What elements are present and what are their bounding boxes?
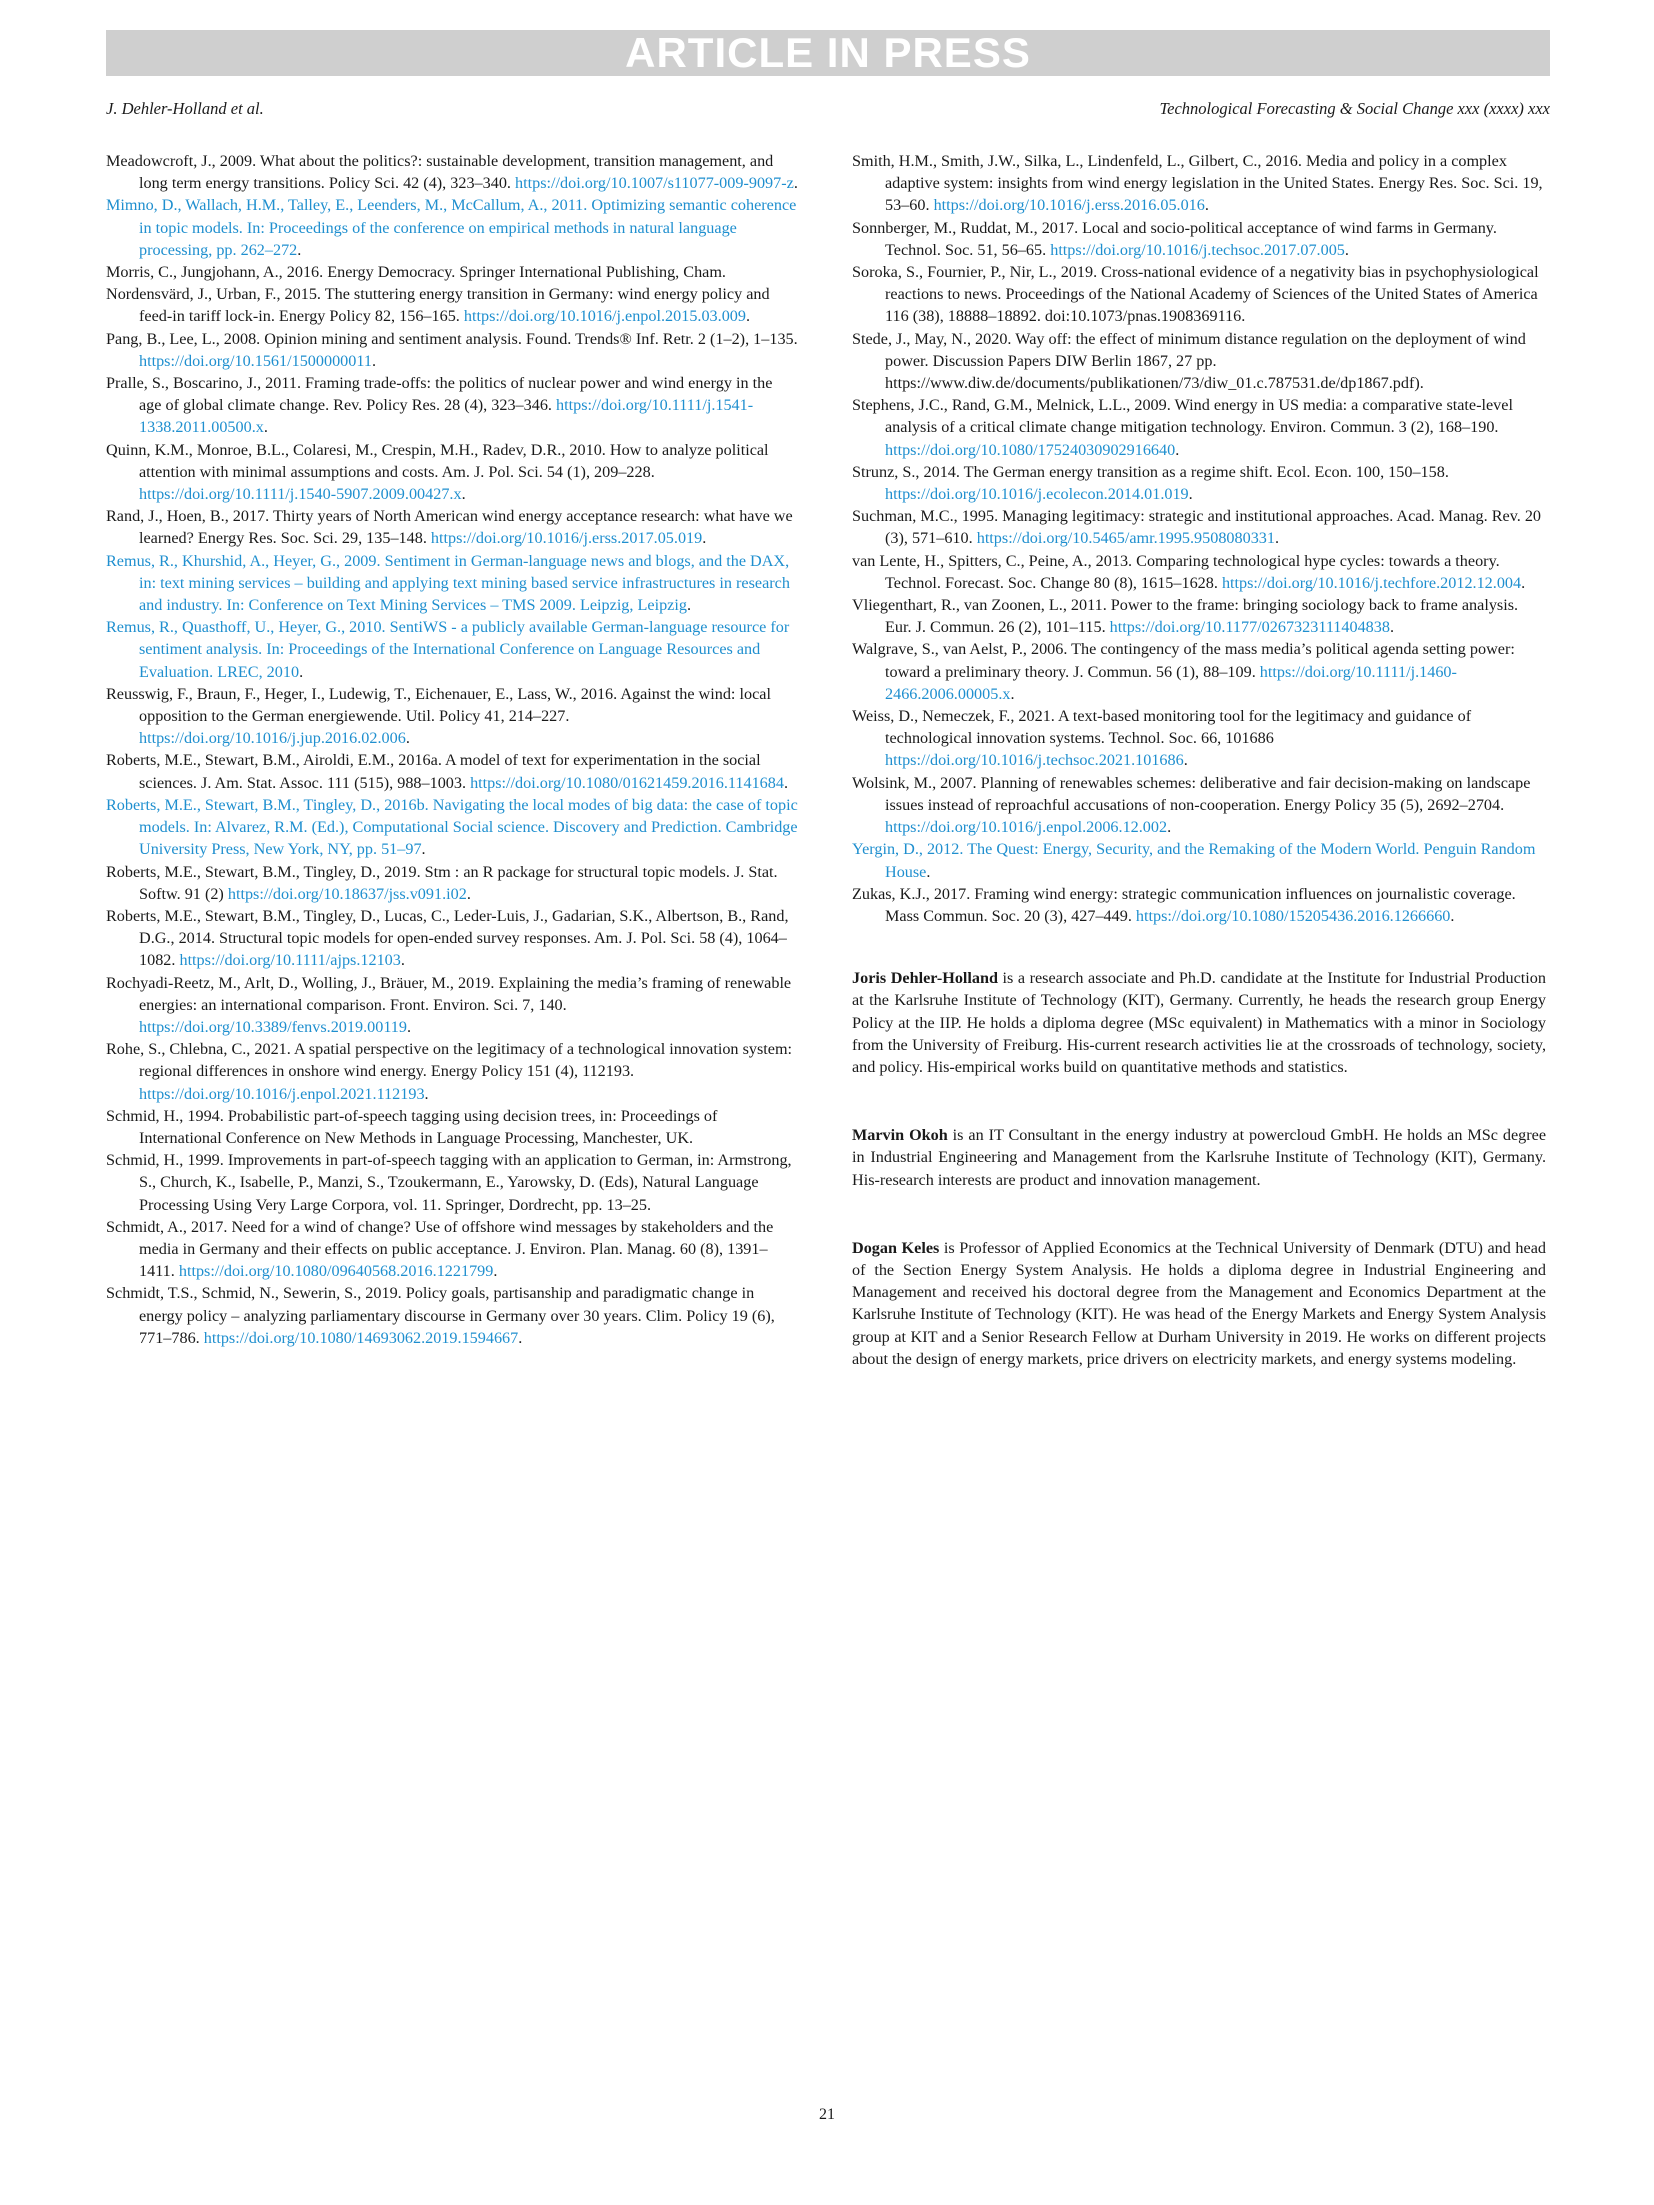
reference-item <box>106 616 798 683</box>
author-bio <box>852 1124 1546 1191</box>
author-biographies <box>852 967 1546 1370</box>
reference-text: Soroka, S., Fournier, P., Nir, L., 2019. Cross-national evidence of a negativity bias in psychophysiological reactions to news. Proceedings of the National Academy of Sciences of the United States of America 116 (38), 18888–18892. doi:10.1073/pnas.1908369116. <box>852 263 1539 326</box>
reference-item <box>106 861 798 905</box>
reference-item <box>852 550 1546 594</box>
reference-item <box>106 372 798 439</box>
reference-link[interactable]: https://doi.org/10.1080/09640568.2016.1221799 <box>178 1262 494 1281</box>
reference-end-punct: . <box>1275 529 1280 548</box>
author-name: Marvin Okoh <box>852 1126 948 1145</box>
reference-end-punct: . <box>926 862 931 881</box>
reference-link[interactable]: Remus, R., Khurshid, A., Heyer, G., 2009. Sentiment in German-language news and blogs, and the DAX, in: text mining services – building and applying text mining based service infrastructures in research and industry. In: Conference on Text Mining Services – TMS 2009. Leipzig, Leipzig <box>106 551 790 615</box>
reference-end-punct: . <box>1175 440 1180 459</box>
reference-link[interactable]: https://doi.org/10.1177/0267323111404838 <box>1109 618 1390 637</box>
author-bio-text: is an IT Consultant in the energy industry at powercloud GmbH. He holds an MSc degree in Industrial Engineering and Management from the Karlsruhe Institute of Technology (KIT), Germany. His-research interests are product and innovation management. <box>852 1126 1546 1189</box>
reference-item <box>106 683 798 750</box>
reference-end-punct: . <box>1010 684 1015 703</box>
reference-link[interactable]: Remus, R., Quasthoff, U., Heyer, G., 2010. SentiWS - a publicly available German-language resource for sentiment analysis. In: Proceedings of the International Conference on Language Resources and Evaluation. LREC, 2010 <box>106 618 790 681</box>
reference-link[interactable]: https://doi.org/10.1007/s11077-009-9097-z <box>515 174 794 193</box>
reference-end-punct: . <box>371 351 376 370</box>
reference-link[interactable]: https://doi.org/10.1016/j.jup.2016.02.006 <box>139 729 406 748</box>
reference-text: Suchman, M.C., 1995. Managing legitimacy: strategic and institutional approaches. Acad. Manag. Rev. 20 (3), 571–610. <box>852 507 1542 548</box>
reference-item <box>106 1282 798 1349</box>
reference-end-punct: . <box>1389 618 1395 637</box>
reference-text: Rand, J., Hoen, B., 2017. Thirty years of North American wind energy acceptance research: what have we learned? Energy Res. Soc. Sci. 29, 135–148. <box>106 507 793 548</box>
reference-end-punct: . <box>1167 818 1172 837</box>
reference-link[interactable]: https://doi.org/10.1111/j.1460-2466.2006.00005.x <box>885 662 1457 703</box>
reference-link[interactable]: Roberts, M.E., Stewart, B.M., Tingley, D., 2016b. Navigating the local modes of big data: the case of topic models. In: Alvarez, R.M. (Ed.), Computational Social science. Discovery and Prediction. Cambridge University Press, New York, NY, pp. 51–97 <box>106 795 798 859</box>
reference-text: Sonnberger, M., Ruddat, M., 2017. Local and socio-political acceptance of wind farms in Germany. Technol. Soc. 51, 56–65. <box>852 218 1497 259</box>
reference-link[interactable]: https://doi.org/10.1561/1500000011 <box>139 351 372 370</box>
reference-link[interactable]: https://doi.org/10.1111/ajps.12103 <box>179 951 401 970</box>
reference-item <box>852 705 1546 772</box>
reference-link[interactable]: https://doi.org/10.1016/j.erss.2016.05.016 <box>933 196 1205 215</box>
reference-text: Schmid, H., 1994. Probabilistic part-of-speech tagging using decision trees, in: Proceedings of International Conference on New Methods in Language Processing, Manchester, UK. <box>106 1106 718 1147</box>
reference-link[interactable]: https://doi.org/10.1016/j.enpol.2015.03.009 <box>463 307 746 326</box>
reference-end-punct: . <box>400 951 405 970</box>
reference-item <box>852 328 1546 395</box>
reference-end-punct: . <box>702 529 707 548</box>
reference-text: Rohe, S., Chlebna, C., 2021. A spatial perspective on the legitimacy of a technological innovation system: regional differences in onshore wind energy. Energy Policy 151 (4), 112193. <box>106 1040 793 1081</box>
author-bio-text: is a research associate and Ph.D. candidate at the Institute for Industrial Production at the Karlsruhe Institute of Technology (KIT), Germany. Currently, he heads the research group Energy Policy at the IIP. He holds a diploma degree (MSc equivalent) in Mathematics with a minor in Sociology from the University of Freiburg. His-current research activities lie at the crossroads of technology, society, and policy. His-empirical works build on quantitative methods and statistics. <box>852 969 1546 1076</box>
running-header-journal: Technological Forecasting & Social Change xxx (xxxx) xxx <box>1159 99 1550 118</box>
reference-link[interactable]: https://doi.org/10.1016/j.techfore.2012.12.004 <box>1221 573 1522 592</box>
reference-item <box>852 261 1546 328</box>
reference-end-punct: . <box>424 1084 429 1103</box>
reference-item <box>852 638 1546 705</box>
reference-item <box>852 883 1546 927</box>
reference-item <box>852 772 1546 839</box>
reference-link[interactable]: https://doi.org/10.1016/j.ecolecon.2014.01.019 <box>885 485 1189 504</box>
reference-text: Schmidt, T.S., Schmid, N., Sewerin, S., 2019. Policy goals, partisanship and paradigmatic change in energy policy – analyzing parliamentary discourse in Germany over 30 years. Clim. Policy 19 (6), 771–786. <box>106 1284 775 1347</box>
references-right-list <box>852 150 1546 927</box>
reference-end-punct: . <box>461 485 466 504</box>
reference-link[interactable]: https://doi.org/10.1016/j.techsoc.2021.101686 <box>885 751 1184 770</box>
reference-item <box>852 594 1546 638</box>
reference-item <box>852 150 1546 217</box>
reference-link[interactable]: Yergin, D., 2012. The Quest: Energy, Security, and the Remaking of the Modern World. Penguin Random House <box>852 840 1536 881</box>
reference-text: Morris, C., Jungjohann, A., 2016. Energy Democracy. Springer International Publishing, Cham. <box>106 263 726 282</box>
reference-text: Quinn, K.M., Monroe, B.L., Colaresi, M., Crespin, M.H., Radev, D.R., 2010. How to analyze political attention with minimal assumptions and costs. Am. J. Pol. Sci. 54 (1), 209–228. <box>106 440 769 481</box>
reference-link[interactable]: https://doi.org/10.1080/01621459.2016.1141684 <box>470 773 784 792</box>
reference-text: Stede, J., May, N., 2020. Way off: the effect of minimum distance regulation on the deployment of wind power. Discussion Papers DIW Berlin 1867, 27 pp. https://www.diw.de/documents/publikationen/73/diw_01.c.787531.de/dp1867.pdf). <box>852 329 1526 393</box>
reference-item <box>106 1105 798 1149</box>
reference-item <box>106 749 798 793</box>
reference-end-punct: . <box>1188 485 1193 504</box>
reference-link[interactable]: https://doi.org/10.1080/17524030902916640 <box>885 440 1176 459</box>
reference-text: Pang, B., Lee, L., 2008. Opinion mining and sentiment analysis. Found. Trends® Inf. Retr. 2 (1–2), 1–135. <box>106 329 798 348</box>
author-bio-text: is Professor of Applied Economics at the Technical University of Denmark (DTU) and head of the Section Energy System Analysis. He holds a diploma degree in Industrial Engineering and Management and received his doctoral degree from the Management and Economics Department at the Karlsruhe Institute of Technology (KIT). He was head of the Energy Markets and Energy System Analysis group at KIT and a Senior Research Fellow at Durham University in 2019. He works on different projects about the design of energy markets, price drivers on electricity markets, and energy systems modeling. <box>852 1238 1546 1368</box>
reference-text: Reusswig, F., Braun, F., Heger, I., Ludewig, T., Eichenauer, E., Lass, W., 2016. Against the wind: local opposition to the German energiewende. Util. Policy 41, 214–227. <box>106 684 771 726</box>
reference-item <box>106 328 798 372</box>
reference-end-punct: . <box>466 884 471 903</box>
reference-item <box>106 194 798 261</box>
reference-end-punct: . <box>745 307 751 326</box>
reference-end-punct: . <box>1521 573 1526 592</box>
reference-text: Roberts, M.E., Stewart, B.M., Tingley, D., 2019. Stm : an R package for structural topic models. J. Stat. Softw. 91 (2) <box>106 862 778 903</box>
reference-text: Roberts, M.E., Stewart, B.M., Tingley, D., Lucas, C., Leder-Luis, J., Gadarian, S.K., Albertson, B., Rand, D.G., 2014. Structural topic models for open-ended survey responses. Am. J. Pol. Sci. 58 (4), 1064–1082. <box>106 906 789 970</box>
reference-end-punct: . <box>1450 906 1455 925</box>
reference-end-punct: . <box>518 1328 523 1347</box>
reference-link[interactable]: https://doi.org/10.1016/j.techsoc.2017.07.005 <box>1050 240 1345 259</box>
reference-text: Schmidt, A., 2017. Need for a wind of change? Use of offshore wind messages by stakeholders and the media in Germany and their effects on public acceptance. J. Environ. Plan. Manag. 60 (8), 1391–1411. <box>106 1217 774 1281</box>
reference-link[interactable]: https://doi.org/10.1016/j.erss.2017.05.019 <box>430 529 703 548</box>
author-bio <box>852 1237 1546 1370</box>
reference-text: Schmid, H., 1999. Improvements in part-of-speech tagging with an application to German, in: Armstrong, S., Church, K., Isabelle, P., Manzi, S., Tzoukermann, E., Yarowsky, D. (Eds), Natural Language Processing Using Very Large Corpora, vol. 11. Springer, Dordrecht, pp. 13–25. <box>106 1151 792 1214</box>
reference-text: Zukas, K.J., 2017. Framing wind energy: strategic communication influences on journalistic coverage. Mass Commun. Soc. 20 (3), 427–449. <box>852 884 1516 925</box>
reference-text: Smith, H.M., Smith, J.W., Silka, L., Lindenfeld, L., Gilbert, C., 2016. Media and policy in a complex adaptive system: insights from wind energy legislation in the United States. Energy Res. Soc. Sci. 19, 53–60. <box>852 152 1543 215</box>
reference-text: Rochyadi-Reetz, M., Arlt, D., Wolling, J., Bräuer, M., 2019. Explaining the media’s framing of renewable energies: an international comparison. Front. Environ. Sci. 7, 140. <box>106 973 792 1014</box>
reference-end-punct: . <box>686 596 691 615</box>
reference-text: Roberts, M.E., Stewart, B.M., Airoldi, E.M., 2016a. A model of text for experimentation in the social sciences. J. Am. Stat. Assoc. 111 (515), 988–1003. <box>106 751 761 792</box>
reference-text: Wolsink, M., 2007. Planning of renewables schemes: deliberative and fair decision-making on landscape issues instead of reproachful accusations of non-cooperation. Energy Policy 35 (5), 2692–2704. <box>852 773 1531 814</box>
reference-item <box>852 505 1546 549</box>
reference-link[interactable]: https://doi.org/10.18637/jss.v091.i02 <box>227 884 467 903</box>
article-in-press-banner: ARTICLE IN PRESS <box>106 30 1550 76</box>
reference-end-punct: . <box>1183 751 1188 770</box>
reference-item <box>852 217 1546 261</box>
reference-end-punct: . <box>493 1262 498 1281</box>
reference-item <box>852 394 1546 461</box>
references-right-column <box>852 150 1546 1370</box>
references-left-column <box>106 150 798 1349</box>
reference-text: Walgrave, S., van Aelst, P., 2006. The contingency of the mass media’s political agenda setting power: toward a preliminary theory. J. Commun. 56 (1), 88–109. <box>852 640 1515 681</box>
reference-item <box>106 794 798 861</box>
reference-link[interactable]: https://doi.org/10.1080/15205436.2016.1266660 <box>1135 906 1451 925</box>
reference-text: Strunz, S., 2014. The German energy transition as a regime shift. Ecol. Econ. 100, 150–158. <box>852 462 1449 481</box>
reference-item <box>106 505 798 549</box>
reference-link[interactable]: https://doi.org/10.3389/fenvs.2019.00119 <box>139 1017 407 1036</box>
reference-end-punct: . <box>1344 240 1349 259</box>
reference-end-punct: . <box>405 729 410 748</box>
reference-text: Stephens, J.C., Rand, G.M., Melnick, L.L., 2009. Wind energy in US media: a comparative state-level analysis of a critical climate change mitigation technology. Environ. Commun. 3 (2), 168–190. <box>852 396 1513 437</box>
reference-item <box>106 1216 798 1283</box>
page-number: 21 <box>819 2106 835 2123</box>
reference-item <box>106 1038 798 1105</box>
reference-end-punct: . <box>263 418 268 437</box>
reference-item <box>852 838 1546 882</box>
reference-link[interactable]: https://doi.org/10.5465/amr.1995.9508080331 <box>976 529 1275 548</box>
reference-end-punct: . <box>299 662 304 681</box>
reference-link[interactable]: https://doi.org/10.1016/j.enpol.2006.12.002 <box>885 818 1168 837</box>
reference-item <box>106 283 798 327</box>
reference-item <box>106 439 798 506</box>
author-name: Dogan Keles <box>852 1238 940 1257</box>
reference-link[interactable]: https://doi.org/10.1111/j.1541-1338.2011.00500.x <box>139 396 754 437</box>
reference-item <box>106 905 798 972</box>
reference-end-punct: . <box>297 240 302 259</box>
reference-end-punct: . <box>1204 196 1209 215</box>
author-bio <box>852 967 1546 1078</box>
reference-end-punct: . <box>407 1017 412 1036</box>
reference-link[interactable]: https://doi.org/10.1080/14693062.2019.1594667 <box>203 1328 519 1347</box>
reference-text: Weiss, D., Nemeczek, F., 2021. A text-based monitoring tool for the legitimacy and guidance of technological innovation systems. Technol. Soc. 66, 101686 <box>852 707 1472 748</box>
reference-item <box>106 150 798 194</box>
reference-text: Nordensvärd, J., Urban, F., 2015. The stuttering energy transition in Germany: wind energy policy and feed-in tariff lock-in. Energy Policy 82, 156–165. <box>106 285 770 326</box>
reference-item <box>106 550 798 617</box>
reference-end-punct: . <box>783 773 788 792</box>
reference-item <box>852 461 1546 505</box>
author-name: Joris Dehler-Holland <box>852 969 999 988</box>
running-header-authors: J. Dehler-Holland et al. <box>106 99 264 118</box>
reference-text: Meadowcroft, J., 2009. What about the politics?: sustainable development, transition management, and long term energy transitions. Policy Sci. 42 (4), 323–340. <box>106 152 774 193</box>
reference-text: Pralle, S., Boscarino, J., 2011. Framing trade-offs: the politics of nuclear power and wind energy in the age of global climate change. Rev. Policy Res. 28 (4), 323–346. <box>106 374 773 415</box>
reference-link[interactable]: https://doi.org/10.1111/j.1540-5907.2009.00427.x <box>139 485 462 504</box>
reference-end-punct: . <box>793 174 798 193</box>
reference-item <box>106 261 798 283</box>
reference-link[interactable]: Mimno, D., Wallach, H.M., Talley, E., Leenders, M., McCallum, A., 2011. Optimizing semantic coherence in topic models. In: Proceedings of the conference on empirical methods in natural language processing, pp. 262–272 <box>106 196 797 259</box>
reference-text: van Lente, H., Spitters, C., Peine, A., 2013. Comparing technological hype cycles: towards a theory. Technol. Forecast. Soc. Change 80 (8), 1615–1628. <box>852 551 1500 592</box>
reference-item <box>106 972 798 1039</box>
reference-item <box>106 1149 798 1216</box>
reference-text: Vliegenthart, R., van Zoonen, L., 2011. Power to the frame: bringing sociology back to frame analysis. Eur. J. Commun. 26 (2), 101–115. <box>852 596 1519 637</box>
reference-link[interactable]: https://doi.org/10.1016/j.enpol.2021.112193 <box>139 1084 425 1103</box>
reference-end-punct: . <box>421 840 426 859</box>
